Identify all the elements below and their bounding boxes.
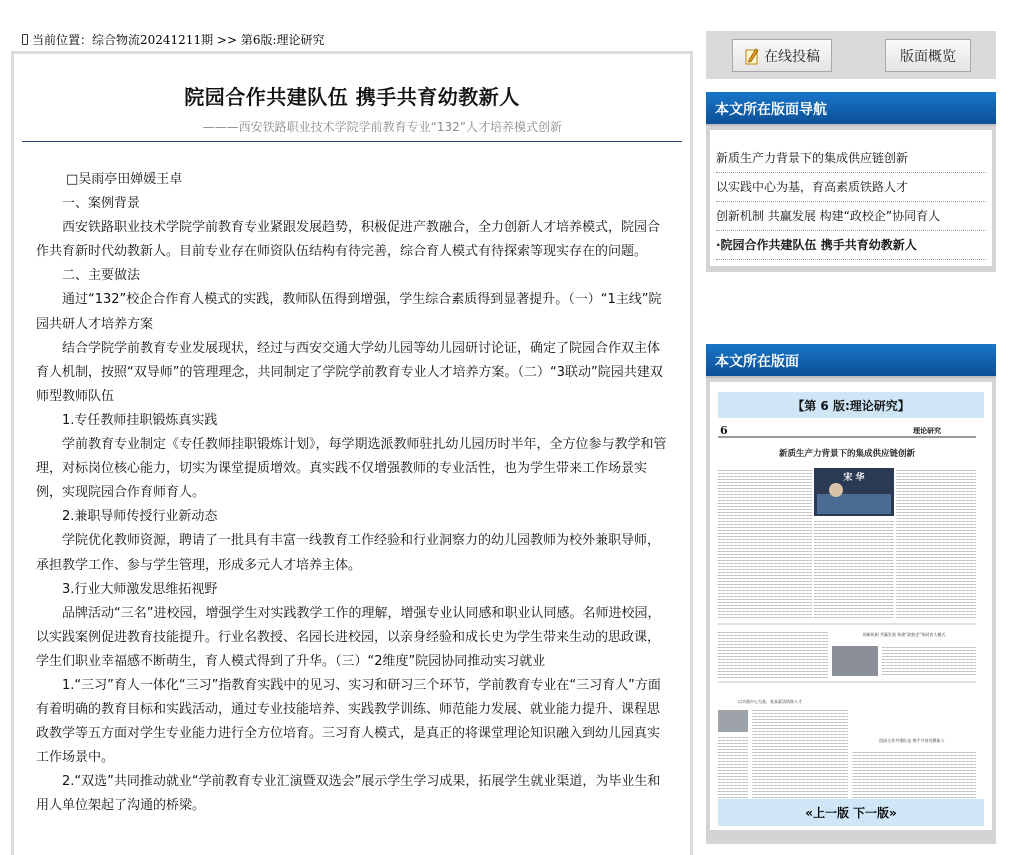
- page-pager: [718, 799, 984, 826]
- paragraph: 西安铁路职业技术学院学前教育专业紧跟发展趋势，积极促进产教融合，全力创新人才培养模式，院园合作共育新时代幼教新人。目前专业存在师资队伍结构有待完善，综合育人模式有待探索等现实存在的问题。: [36, 220, 661, 260]
- paragraph: 结合学院学前教育专业发展现状，经过与西安交通大学幼儿园等幼儿园研讨论证，确定了院园合作双主体育人机制，按照“双导师”的管理理念，共同制定了学院学前教育专业人才培养方案。（二）“3联动”院园共建双师型教师队伍: [36, 340, 663, 404]
- breadcrumb-text: 当前位置：综合物流20241211期 >> 第6版:理论研究: [32, 33, 325, 47]
- location-icon: [22, 34, 28, 45]
- subsection-heading: 2.兼职导师传授行业新动态: [36, 509, 218, 525]
- page-nav-panel: [706, 92, 996, 272]
- nav-item[interactable]: 新质生产力背景下的集成供应链创新: [716, 144, 986, 173]
- page-overview-label: 版面概览: [900, 48, 956, 65]
- submit-online-button[interactable]: [732, 39, 832, 72]
- thumb-headline: 新质生产力背景下的集成供应链创新: [778, 449, 916, 459]
- paragraph: 学前教育专业制定《专任教师挂职锻炼计划》，每学期选派教师驻扎幼儿园历时半年，全方位参与教学和管理，对标岗位核心能力，切实为课堂提质增效。真实践不仅增强教师的专业活性，也为学生带来工作场景实例，实现院园合作育师育人。: [36, 437, 667, 501]
- thumb-photo-caption: 宋 华: [843, 473, 865, 483]
- article-panel: [11, 51, 693, 855]
- page-nav-title: 本文所在版面导航: [706, 92, 996, 126]
- thumb-headline-2: 创新机制 共赢发展 构建“政校企”协同育人模式: [862, 632, 946, 637]
- page-label: 【第 6 版:理论研究】: [718, 392, 984, 418]
- page-thumbnail[interactable]: [718, 424, 976, 802]
- page-nav-list: [710, 130, 992, 266]
- subsection-heading: 3.行业大师激发思维拓视野: [36, 581, 218, 597]
- action-bar: [706, 31, 996, 79]
- section-heading: 二、主要做法: [36, 268, 141, 284]
- section-heading: 一、案例背景: [36, 196, 141, 212]
- thumb-page-number: 6: [720, 424, 728, 437]
- pencil-icon: [744, 47, 760, 65]
- page-panel-title: 本文所在版面: [706, 344, 996, 378]
- nav-item-current[interactable]: ·院园合作共建队伍 携手共育幼教新人: [716, 231, 986, 260]
- nav-item[interactable]: 以实践中心为基，育高素质铁路人才: [716, 173, 986, 202]
- thumb-headline-4: 院园合作共建队伍 携手共育幼教新人: [879, 738, 945, 743]
- paragraph: 1.“三习”育人一体化“三习”指教育实践中的见习、实习和研习三个环节，学前教育专业在“三习育人”方面有着明确的教育目标和实践活动，通过专业技能培养、实践教学训练、师范能力发展、就业能力提升、课程思政教学等五方面对学生专业能力进行全方位培育。三习育人模式，是真正的将课堂理论知识融入到幼儿园真实工作场景中。: [36, 677, 661, 766]
- paragraph: 通过“132”校企合作育人模式的实践，教师队伍得到增强，学生综合素质得到显著提升。（一）“1主线”院园共研人才培养方案: [36, 292, 662, 332]
- submit-online-label: 在线投稿: [764, 48, 820, 65]
- page-panel-body: [710, 382, 992, 830]
- author-line: □吴雨亭田婵媛王卓: [66, 172, 183, 187]
- breadcrumb: [22, 31, 325, 48]
- nav-item[interactable]: 创新机制 共赢发展 构建“政校企”协同育人: [716, 202, 986, 231]
- paragraph: 2.“双选”共同推动就业“学前教育专业汇演暨双选会”展示学生学习成果，拓展学生就业渠道，为毕业生和用人单位架起了沟通的桥梁。: [36, 774, 661, 814]
- thumb-section-title: 理论研究: [913, 426, 941, 435]
- article-subtitle: ———西安铁路职业技术学院学前教育专业“132”人才培养模式创新: [202, 120, 562, 134]
- newspaper-page-image: [718, 424, 976, 802]
- article-body: [14, 142, 690, 819]
- next-page-link[interactable]: 下一版»: [853, 806, 897, 820]
- paragraph: 学院优化教师资源，聘请了一批具有丰富一线教育工作经验和行业洞察力的幼儿园教师为校外兼职导师，承担教学工作、参与学生管理，形成多元人才培养主体。: [36, 533, 661, 573]
- page-overview-button[interactable]: [885, 39, 971, 72]
- paragraph: 品牌活动“三名”进校园，增强学生对实践教学工作的理解，增强专业认同感和职业认同感。名师进校园，以实践案例促进教育技能提升。行业名教授、名园长进校园，以亲身经验和成长史为学生带来生动的思政课，学生们职业幸福感不断萌生，育人模式得到了升华。（三）“2维度”院园协同推动实习就业: [36, 605, 661, 669]
- prev-page-link[interactable]: «上一版: [805, 806, 849, 820]
- thumb-headline-3: 以实践中心为基，育高素质铁路人才: [738, 699, 802, 704]
- subsection-heading: 1.专任教师挂职锻炼真实践: [36, 412, 218, 428]
- page-thumbnail-panel: [706, 344, 996, 844]
- article-title: 院园合作共建队伍 携手共育幼教新人: [184, 85, 520, 109]
